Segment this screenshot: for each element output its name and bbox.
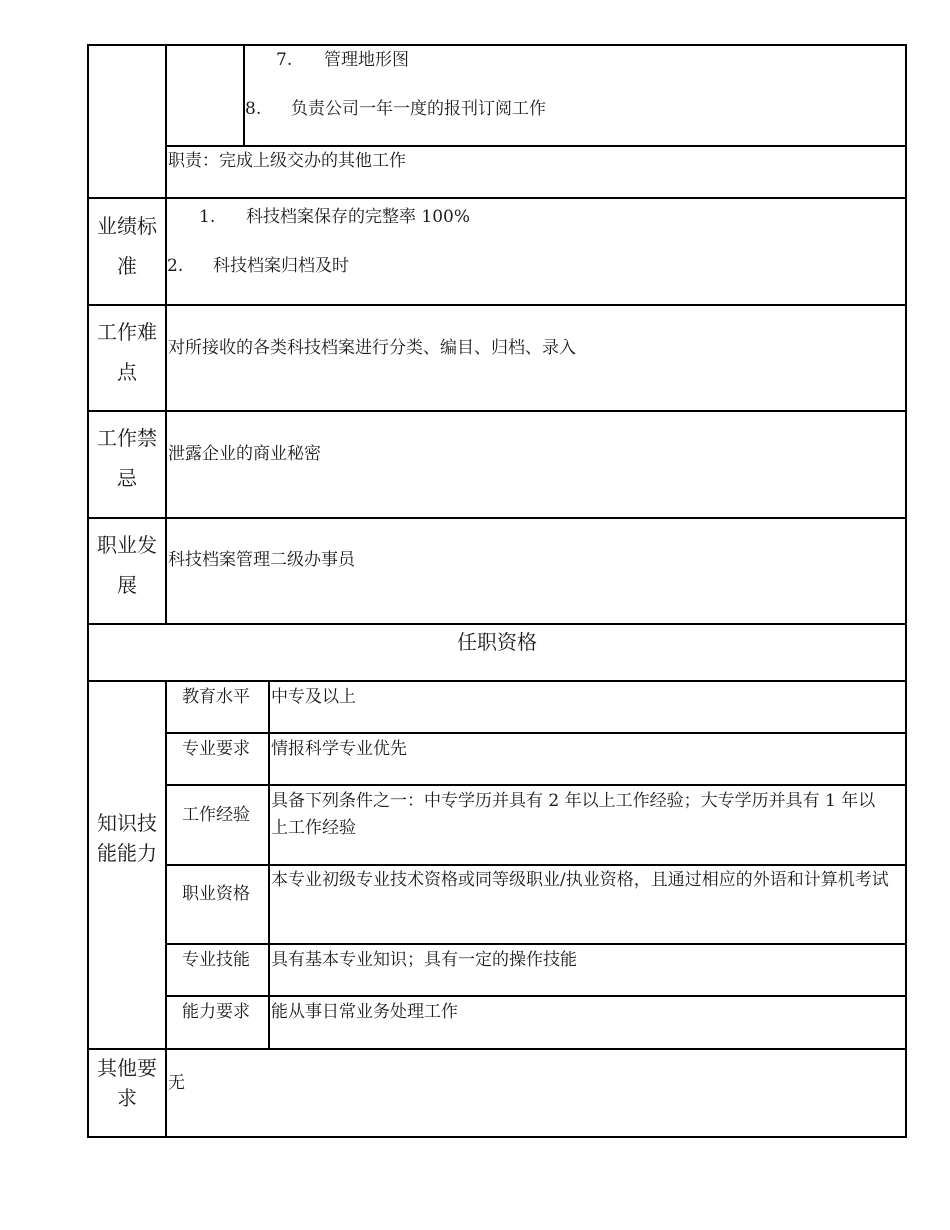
experience-value: 具备下列条件之一：中专学历并具有 2 年以上工作经验；大专学历并具有 1 年以上工作经验 [271,791,876,838]
col-divider [165,44,167,624]
certification-value: 本专业初级专业技术资格或同等级职业/执业资格，且通过相应的外语和计算机考试 [271,870,889,890]
row-divider [88,410,907,412]
skills-label: 专业技能 [182,950,250,970]
row-divider [166,145,907,147]
career-text: 科技档案管理二级办事员 [168,550,355,570]
other-text: 无 [168,1073,185,1093]
other-label: 其他要求 [97,1056,157,1110]
duty-item-8: 负责公司一年一度的报刊订阅工作 [291,99,546,119]
list-number: 8. [245,99,262,119]
row-divider [88,623,907,625]
taboo-label: 工作禁忌 [97,426,157,490]
performance-item-1: 科技档案保存的完整率 100% [246,207,471,227]
career-label: 职业发展 [97,533,157,597]
major-label: 专业要求 [182,739,250,759]
experience-label: 工作经验 [182,805,250,825]
list-number: 7. [276,50,293,70]
row-divider [166,864,907,866]
education-label: 教育水平 [182,687,250,707]
certification-label: 职业资格 [182,884,250,904]
taboo-text: 泄露企业的商业秘密 [168,444,321,464]
row-divider [166,732,907,734]
table-border-right [905,44,907,1138]
skills-value: 具有基本专业知识；具有一定的操作技能 [271,950,577,970]
performance-item-2: 科技档案归档及时 [213,256,349,276]
duty-item-7: 管理地形图 [324,50,409,70]
list-number: 2. [167,256,184,276]
ability-value: 能从事日常业务处理工作 [271,1002,458,1022]
education-value: 中专及以上 [271,687,356,707]
col-divider [243,44,245,146]
knowledge-label: 知识技能能力 [97,811,157,865]
major-value: 情报科学专业优先 [271,739,407,759]
row-divider [88,680,907,682]
difficulty-label: 工作难点 [97,320,157,384]
row-divider [88,197,907,199]
qualification-title: 任职资格 [457,630,537,654]
list-number: 1. [199,207,216,227]
table-border-top [88,44,907,46]
row-divider [166,784,907,786]
row-divider [88,304,907,306]
row-divider [166,943,907,945]
row-divider [88,1048,907,1050]
difficulty-text: 对所接收的各类科技档案进行分类、编目、归档、录入 [168,338,576,358]
row-divider [88,517,907,519]
col-divider [268,680,270,1049]
row-divider [166,995,907,997]
table-border-bottom [88,1136,907,1138]
ability-label: 能力要求 [182,1002,250,1022]
duty-other: 职责：完成上级交办的其他工作 [168,151,406,171]
performance-label: 业绩标准 [97,214,157,278]
